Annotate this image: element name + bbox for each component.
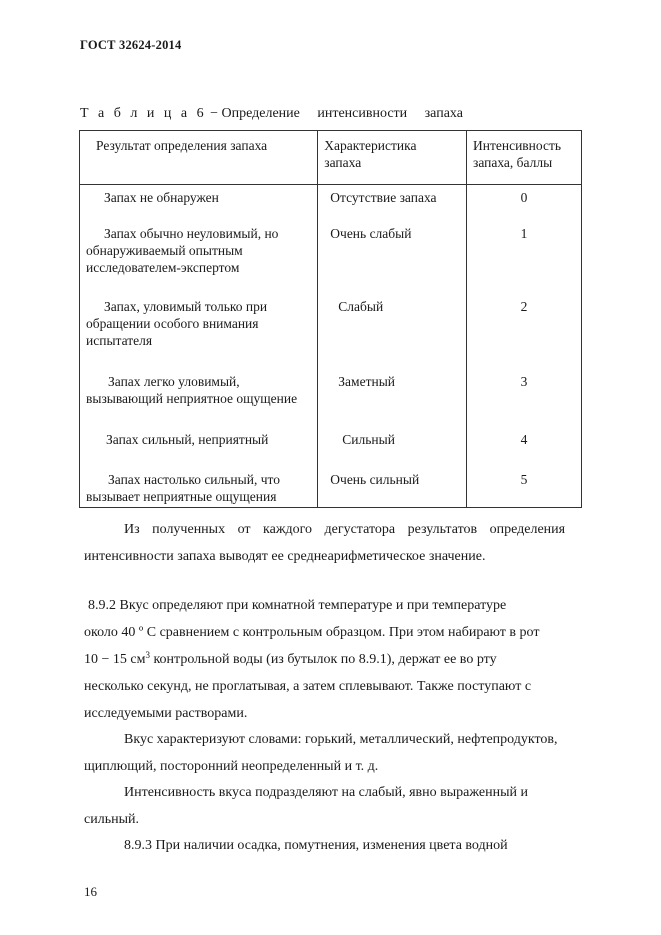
- row-result: Запах настолько сильный, что вызывает неприятные ощущения: [86, 472, 280, 504]
- row-result: Запах не обнаружен: [104, 190, 219, 205]
- table-row: [80, 221, 582, 294]
- header-characteristic: Характеристика запаха: [318, 131, 467, 185]
- paragraph-taste-words: [84, 726, 614, 780]
- table-row: [80, 369, 582, 427]
- table-header-row: [80, 131, 582, 185]
- paragraph-line: щиплющий, посторонний неопределенный и т. д.: [84, 759, 379, 774]
- paragraph-odor-average: [84, 516, 614, 570]
- paragraph-8-9-3: [84, 832, 614, 859]
- paragraph-8-9-2: [84, 592, 614, 727]
- paragraph-line: несколько секунд, не проглатывая, а затем сплевывают. Также поступают с: [84, 679, 532, 694]
- row-intensity: 4: [467, 427, 582, 467]
- odor-intensity-table: [79, 130, 582, 508]
- volume-rest: контрольной воды (из бутылок по 8.9.1), держат ее во рту: [149, 652, 497, 667]
- header-result: Результат определения запаха: [80, 131, 318, 185]
- row-characteristic: Сильный: [342, 432, 395, 447]
- row-intensity: 1: [467, 221, 582, 294]
- document-header: ГОСТ 32624-2014: [80, 38, 182, 52]
- table-row: [80, 467, 582, 508]
- row-result: Запах обычно неуловимый, но обнаруживаемый опытным исследователем-экспертом: [86, 226, 279, 275]
- row-characteristic: Отсутствие запаха: [330, 190, 437, 205]
- row-characteristic: Очень сильный: [330, 472, 420, 487]
- paragraph-line: сильный.: [84, 812, 139, 827]
- row-characteristic: Заметный: [338, 374, 395, 389]
- paragraph-line: 8.9.3 При наличии осадка, помутнения, изменения цвета водной: [124, 838, 508, 853]
- row-result: Запах, уловимый только при обращении особого внимания испытателя: [86, 299, 268, 348]
- row-intensity: 5: [467, 467, 582, 508]
- row-characteristic: Слабый: [338, 299, 384, 314]
- header-intensity: Интенсивность запаха, баллы: [467, 131, 582, 185]
- table-caption-dash: −: [206, 106, 222, 121]
- table-row: [80, 185, 582, 222]
- paragraph-line: 8.9.2 Вкус определяют при комнатной температуре и при температуре: [88, 598, 507, 613]
- row-result: Запах легко уловимый, вызывающий неприятное ощущение: [86, 374, 298, 406]
- row-result: Запах сильный, неприятный: [106, 432, 269, 447]
- paragraph-line: [84, 646, 614, 673]
- table-row: [80, 427, 582, 467]
- paragraph-line: Из полученных от каждого дегустатора результатов определения: [124, 522, 566, 537]
- paragraph-line: Интенсивность вкуса подразделяют на слабый, явно выраженный и: [124, 785, 528, 800]
- paragraph-line: около 40 º С сравнением с контрольным образцом. При этом набирают в рот: [84, 625, 540, 640]
- table-caption: [80, 106, 463, 122]
- table-row: [80, 294, 582, 369]
- row-characteristic: Очень слабый: [330, 226, 412, 241]
- cubic-superscript: 3: [145, 650, 150, 660]
- row-intensity: 0: [467, 185, 582, 222]
- paragraph-line: интенсивности запаха выводят ее среднеарифметическое значение.: [84, 549, 486, 564]
- table-caption-label: Т а б л и ц а 6: [80, 106, 207, 121]
- page-number: 16: [84, 884, 97, 899]
- row-intensity: 3: [467, 369, 582, 427]
- paragraph-line: Вкус характеризуют словами: горький, металлический, нефтепродуктов,: [124, 732, 558, 747]
- row-intensity: 2: [467, 294, 582, 369]
- table-caption-title: Определение интенсивности запаха: [221, 106, 463, 121]
- paragraph-taste-intensity: [84, 779, 614, 833]
- volume-value: 10 − 15 см: [84, 652, 146, 667]
- paragraph-line: исследуемыми растворами.: [84, 706, 248, 721]
